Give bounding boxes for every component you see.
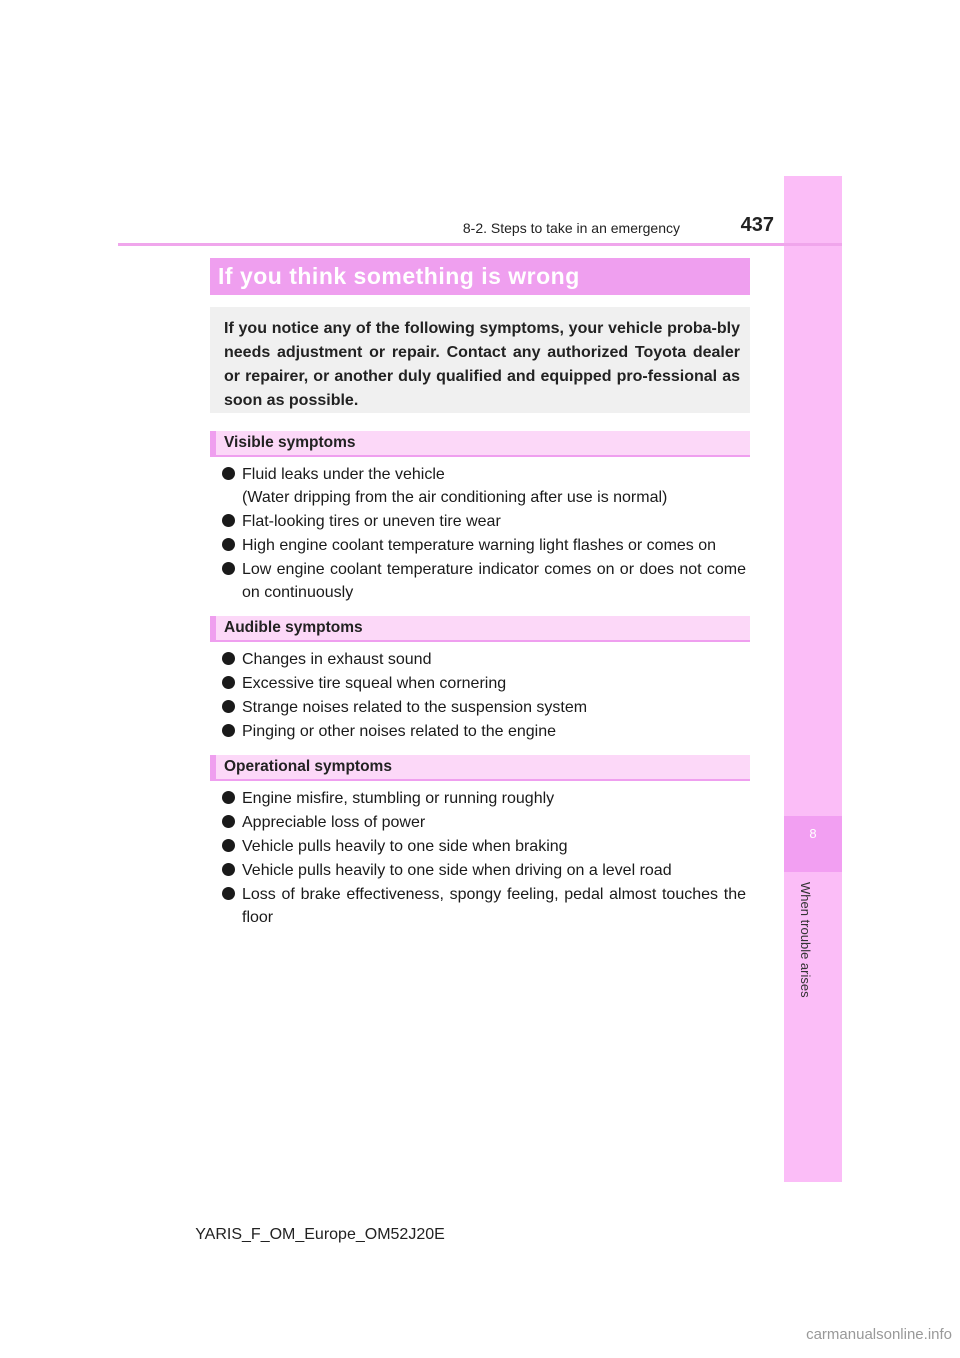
watermark: carmanualsonline.info	[806, 1326, 952, 1343]
section-heading-visible: Visible symptoms	[210, 431, 750, 457]
audible-symptoms-list	[220, 648, 746, 744]
list-item-text: Low engine coolant temperature indicator comes on or does not come on continuously	[242, 561, 746, 601]
list-item-text: Appreciable loss of power	[242, 814, 426, 831]
list-item	[220, 463, 746, 509]
list-item	[220, 720, 746, 743]
bullet-icon	[222, 887, 235, 900]
bullet-icon	[222, 839, 235, 852]
list-item	[220, 534, 746, 557]
page-title: If you think something is wrong	[210, 258, 750, 295]
list-item	[220, 811, 746, 834]
header-divider	[118, 243, 842, 246]
bullet-icon	[222, 652, 235, 665]
page-number: 437	[740, 214, 774, 236]
chapter-side-tab	[784, 176, 842, 1182]
bullet-icon	[222, 724, 235, 737]
list-item	[220, 672, 746, 695]
chapter-number-tab	[784, 816, 842, 872]
list-item	[220, 696, 746, 719]
bullet-icon	[222, 791, 235, 804]
bullet-icon	[222, 514, 235, 527]
chapter-title: When trouble arises	[798, 882, 813, 998]
list-item-text: Pinging or other noises related to the engine	[242, 723, 556, 740]
bullet-icon	[222, 700, 235, 713]
list-item	[220, 558, 746, 604]
list-item-text: Excessive tire squeal when cornering	[242, 675, 507, 692]
list-item	[220, 859, 746, 882]
bullet-icon	[222, 676, 235, 689]
section-heading-operational: Operational symptoms	[210, 755, 750, 781]
list-item-text: Engine misfire, stumbling or running roughly	[242, 790, 555, 807]
list-item-text: Fluid leaks under the vehicle (Water dripping from the air conditioning after use is normal)	[242, 466, 668, 506]
list-item-text: Strange noises related to the suspension system	[242, 699, 588, 716]
bullet-icon	[222, 863, 235, 876]
visible-symptoms-list	[220, 463, 746, 605]
list-item-text: High engine coolant temperature warning light flashes or comes on	[242, 537, 717, 554]
list-item	[220, 883, 746, 929]
list-item-text: Loss of brake effectiveness, spongy feeling, pedal almost touches the floor	[242, 886, 746, 926]
bullet-icon	[222, 562, 235, 575]
intro-box: If you notice any of the following symptoms, your vehicle proba-bly needs adjustment or repair. Contact any authorized Toyota dealer or repairer, or another duly qualified and equipped pro-fessional as soon as possible.	[210, 307, 750, 413]
bullet-icon	[222, 467, 235, 480]
document-footer: YARIS_F_OM_Europe_OM52J20E	[195, 1226, 445, 1243]
list-item-text: Vehicle pulls heavily to one side when braking	[242, 838, 568, 855]
bullet-icon	[222, 815, 235, 828]
bullet-icon	[222, 538, 235, 551]
section-header: 8-2. Steps to take in an emergency	[462, 220, 680, 236]
list-item-text: Flat-looking tires or uneven tire wear	[242, 513, 501, 530]
list-item-text: Vehicle pulls heavily to one side when driving on a level road	[242, 862, 672, 879]
section-heading-audible: Audible symptoms	[210, 616, 750, 642]
list-item	[220, 835, 746, 858]
list-item	[220, 510, 746, 533]
operational-symptoms-list	[220, 787, 746, 930]
chapter-number: 8	[809, 826, 817, 841]
list-item-text: Changes in exhaust sound	[242, 651, 432, 668]
list-item	[220, 787, 746, 810]
list-item	[220, 648, 746, 671]
